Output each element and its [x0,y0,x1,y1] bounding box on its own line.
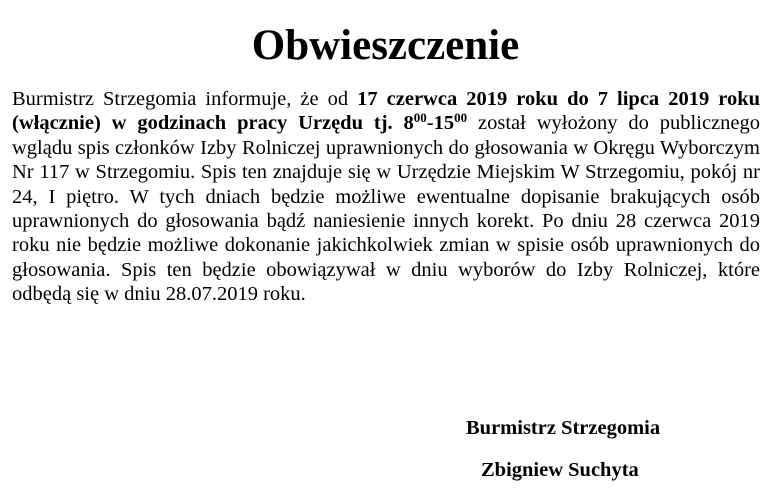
document-title: Obwieszczenie [251,22,520,69]
body-details: został wyłożony do publicznego wglądu spis członków Izby Rolniczej uprawnionych do głosowania w Okręgu Wyborczym Nr 117 w Strzegomiu. Spis ten znajduje się w Urzędzie Miejskim W Strzegomiu, pokój nr 24, I piętro. W tych dniach będzie możliwe ewentualne dopisanie brakujących osób uprawnionych do głosowania bądź naniesienie innych korekt. Po dniu 28 czerwca 2019 roku nie będzie możliwe dokonanie jakichkolwiek zmian w spisie osób uprawnionych do głosowania. Spis ten będzie obowiązywał w dniu wyborów do Izby Rolniczej, które odbędą się w dniu 28.07.2019 roku. [12,112,760,306]
hour-end-superscript: 00 [454,110,468,126]
body-dates-text: 17 czerwca 2019 roku do 7 lipca 2019 roku (włącznie) w godzinach pracy Urzędu tj. 8 [12,88,760,135]
body-intro: Burmistrz Strzegomia informuje, że od [12,88,358,110]
hour-start-superscript: 00 [413,110,427,126]
announcement-body [12,87,760,307]
hour-dash: -15 [426,112,455,135]
signature-name: Zbigniew Suchyta [481,459,639,481]
signature-office: Burmistrz Strzegomia [466,417,661,439]
